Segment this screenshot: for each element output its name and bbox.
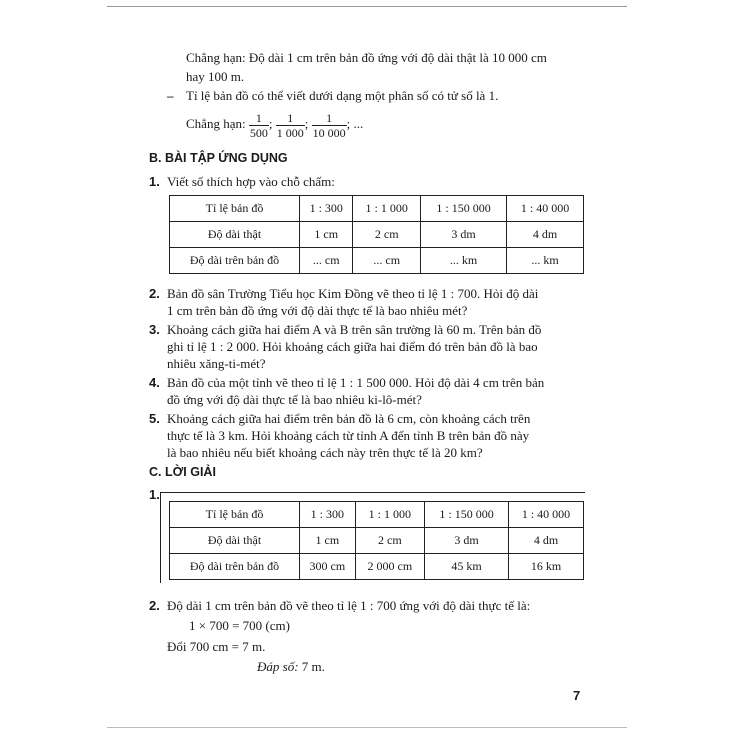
answer-value: 7 m.: [301, 659, 325, 674]
ellipsis: ; ...: [346, 116, 364, 131]
answer-2-final: [257, 658, 325, 675]
exercise-4-line: Bản đồ của một tỉnh vẽ theo tỉ lệ 1 : 1 500 000. Hỏi độ dài 4 cm trên bản: [167, 375, 545, 390]
table-row: Độ dài trên bản đồ 300 cm 2 000 cm 45 km 16 km: [170, 554, 584, 580]
example-prefix: Chẳng hạn:: [186, 116, 246, 131]
table-row: Tỉ lệ bản đồ 1 : 300 1 : 1 000 1 : 150 000 1 : 40 000: [170, 196, 584, 222]
exercise-5-line: là bao nhiêu nếu biết khoảng cách này trên thực tế là 20 km?: [167, 445, 483, 460]
table-row: Độ dài trên bản đồ ... cm ... cm ... km ... km: [170, 248, 584, 274]
answer-table: [169, 501, 584, 580]
exercise-table: [169, 195, 584, 274]
exercise-4-number: 4.: [149, 375, 160, 390]
section-c-heading: C. LỜI GIẢI: [149, 465, 216, 479]
answer-2-conversion: Đổi 700 cm = 7 m.: [167, 639, 266, 654]
exercise-3-line: nhiêu xăng-ti-mét?: [167, 356, 266, 371]
exercise-2-line: Bản đồ sân Trường Tiểu học Kim Đồng vẽ theo tỉ lệ 1 : 700. Hỏi độ dài: [167, 286, 539, 301]
intro-line-1: Chẳng hạn: Độ dài 1 cm trên bản đồ ứng với độ dài thật là 10 000 cm: [186, 50, 547, 65]
intro-line-2: hay 100 m.: [186, 69, 245, 84]
top-rule: [107, 6, 627, 7]
exercise-5-number: 5.: [149, 411, 160, 426]
fraction-3: $\frac{1}{10 000}$: [312, 110, 346, 140]
answer-2-number: 2.: [149, 598, 160, 613]
table-row: Tỉ lệ bản đồ 1 : 300 1 : 1 000 1 : 150 000 1 : 40 000: [170, 502, 584, 528]
exercise-1-text: Viết số thích hợp vào chỗ chấm:: [167, 174, 335, 189]
exercise-1-number: 1.: [149, 174, 160, 189]
exercise-2-number: 2.: [149, 286, 160, 301]
answer-label: Đáp số:: [257, 659, 299, 674]
exercise-3-line: Khoảng cách giữa hai điểm A và B trên sân trường là 60 m. Trên bản đồ: [167, 322, 542, 337]
intro-line-3: Tỉ lệ bản đồ có thể viết dưới dạng một phân số có tử số là 1.: [186, 88, 499, 103]
exercise-4-line: đồ ứng với độ dài thực tế là bao nhiêu ki-lô-mét?: [167, 392, 422, 407]
exercise-3-number: 3.: [149, 322, 160, 337]
page-number: 7: [573, 688, 581, 703]
fraction-example: Chẳng hạn: $\frac{1}{500}$ ; $\frac{1}{1 000}$ ; $\frac{1}{10 000}$ ; ...: [186, 110, 364, 140]
table-row: Độ dài thật 1 cm 2 cm 3 dm 4 dm: [170, 222, 584, 248]
exercise-3-line: ghi tỉ lệ 1 : 2 000. Hỏi khoảng cách giữa hai điểm đó trên bản đồ là bao: [167, 339, 538, 354]
fraction-1: $\frac{1}{500}$: [249, 110, 268, 140]
answer-2-calculation: 1 × 700 = 700 (cm): [189, 618, 290, 633]
table-row: Độ dài thật 1 cm 2 cm 3 dm 4 dm: [170, 528, 584, 554]
section-b-heading: B. BÀI TẬP ỨNG DỤNG: [149, 151, 288, 165]
answer-1-number: 1.: [149, 487, 160, 502]
exercise-2-line: 1 cm trên bản đồ ứng với độ dài thực tế là bao nhiêu mét?: [167, 303, 468, 318]
exercise-5-line: thực tế là 3 km. Hỏi khoảng cách từ tỉnh A đến tỉnh B trên bản đồ này: [167, 428, 530, 443]
bullet-dash: –: [167, 88, 174, 103]
bottom-rule: [107, 727, 627, 728]
fraction-2: $\frac{1}{1 000}$: [276, 110, 304, 140]
answer-2-line: Độ dài 1 cm trên bản đồ vẽ theo tỉ lệ 1 : 700 ứng với độ dài thực tế là:: [167, 598, 531, 613]
exercise-5-line: Khoảng cách giữa hai điểm trên bản đồ là 6 cm, còn khoảng cách trên: [167, 411, 531, 426]
